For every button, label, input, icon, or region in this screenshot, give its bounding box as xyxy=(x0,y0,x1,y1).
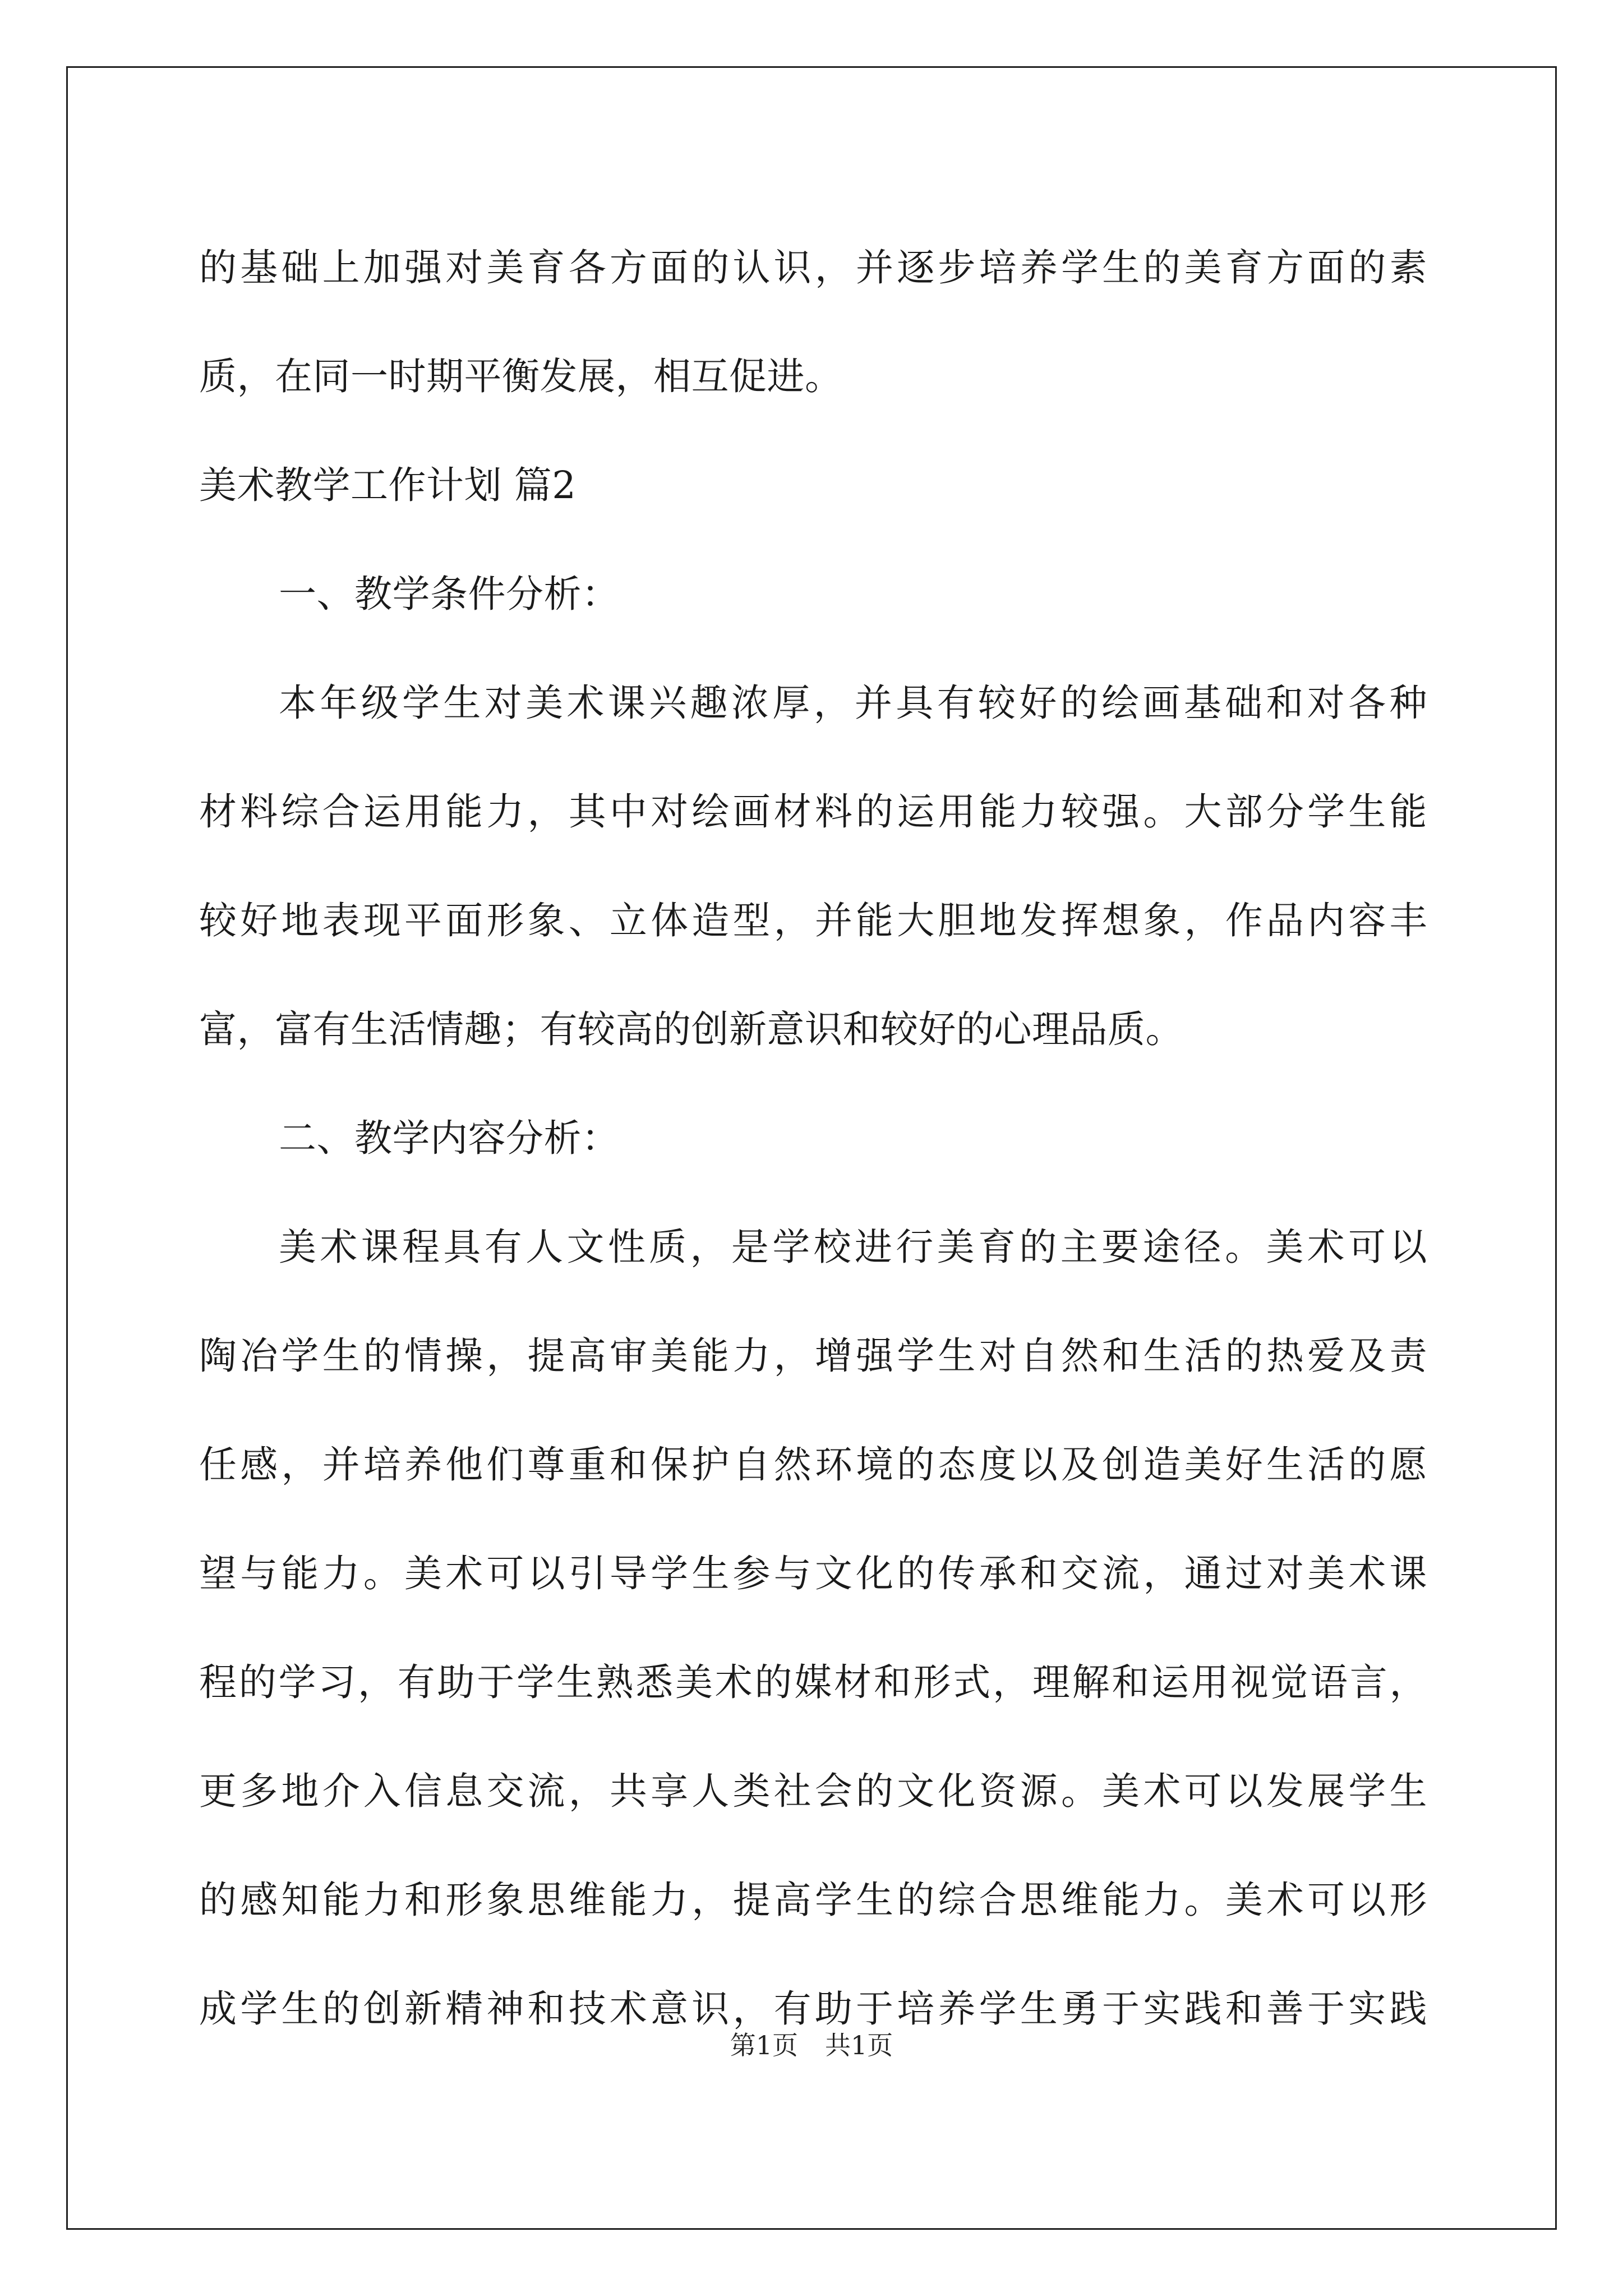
heading-teaching-conditions: 一、教学条件分析： xyxy=(279,572,620,616)
text-line: 任感，并培养他们尊重和保护自然环境的态度以及创造美好生活的愿 xyxy=(199,1443,1427,1487)
text-line: 美术课程具有人文性质，是学校进行美育的主要途径。美术可以 xyxy=(279,1225,1427,1269)
heading-teaching-content: 二、教学内容分析： xyxy=(279,1116,620,1160)
page-number: 第1页 xyxy=(730,2030,798,2060)
text-line: 程的学习，有助于学生熟悉美术的媒材和形式，理解和运用视觉语言， xyxy=(199,1660,1427,1704)
text-line: 更多地介入信息交流，共享人类社会的文化资源。美术可以发展学生 xyxy=(199,1769,1427,1813)
section-title: 美术教学工作计划 篇2 xyxy=(199,463,577,507)
text-line: 较好地表现平面形象、立体造型，并能大胆地发挥想象，作品内容丰 xyxy=(199,899,1427,942)
text-line: 陶冶学生的情操，提高审美能力，增强学生对自然和生活的热爱及责 xyxy=(199,1334,1427,1378)
text-line: 的感知能力和形象思维能力，提高学生的综合思维能力。美术可以形 xyxy=(199,1878,1427,1922)
text-line: 的基础上加强对美育各方面的认识，并逐步培养学生的美育方面的素 xyxy=(199,246,1427,289)
page-total: 共1页 xyxy=(825,2030,893,2060)
text-line: 成学生的创新精神和技术意识，有助于培养学生勇于实践和善于实践 xyxy=(199,1987,1427,2031)
text-line: 富，富有生活情趣；有较高的创新意识和较好的心理品质。 xyxy=(199,1007,1183,1051)
text-line: 材料综合运用能力，其中对绘画材料的运用能力较强。大部分学生能 xyxy=(199,790,1427,834)
document-body xyxy=(199,213,1427,2063)
page-footer xyxy=(0,2025,1623,2062)
text-line: 质，在同一时期平衡发展，相互促进。 xyxy=(199,355,843,398)
text-line: 望与能力。美术可以引导学生参与文化的传承和交流，通过对美术课 xyxy=(199,1552,1427,1595)
text-line: 本年级学生对美术课兴趣浓厚，并具有较好的绘画基础和对各种 xyxy=(279,681,1427,725)
